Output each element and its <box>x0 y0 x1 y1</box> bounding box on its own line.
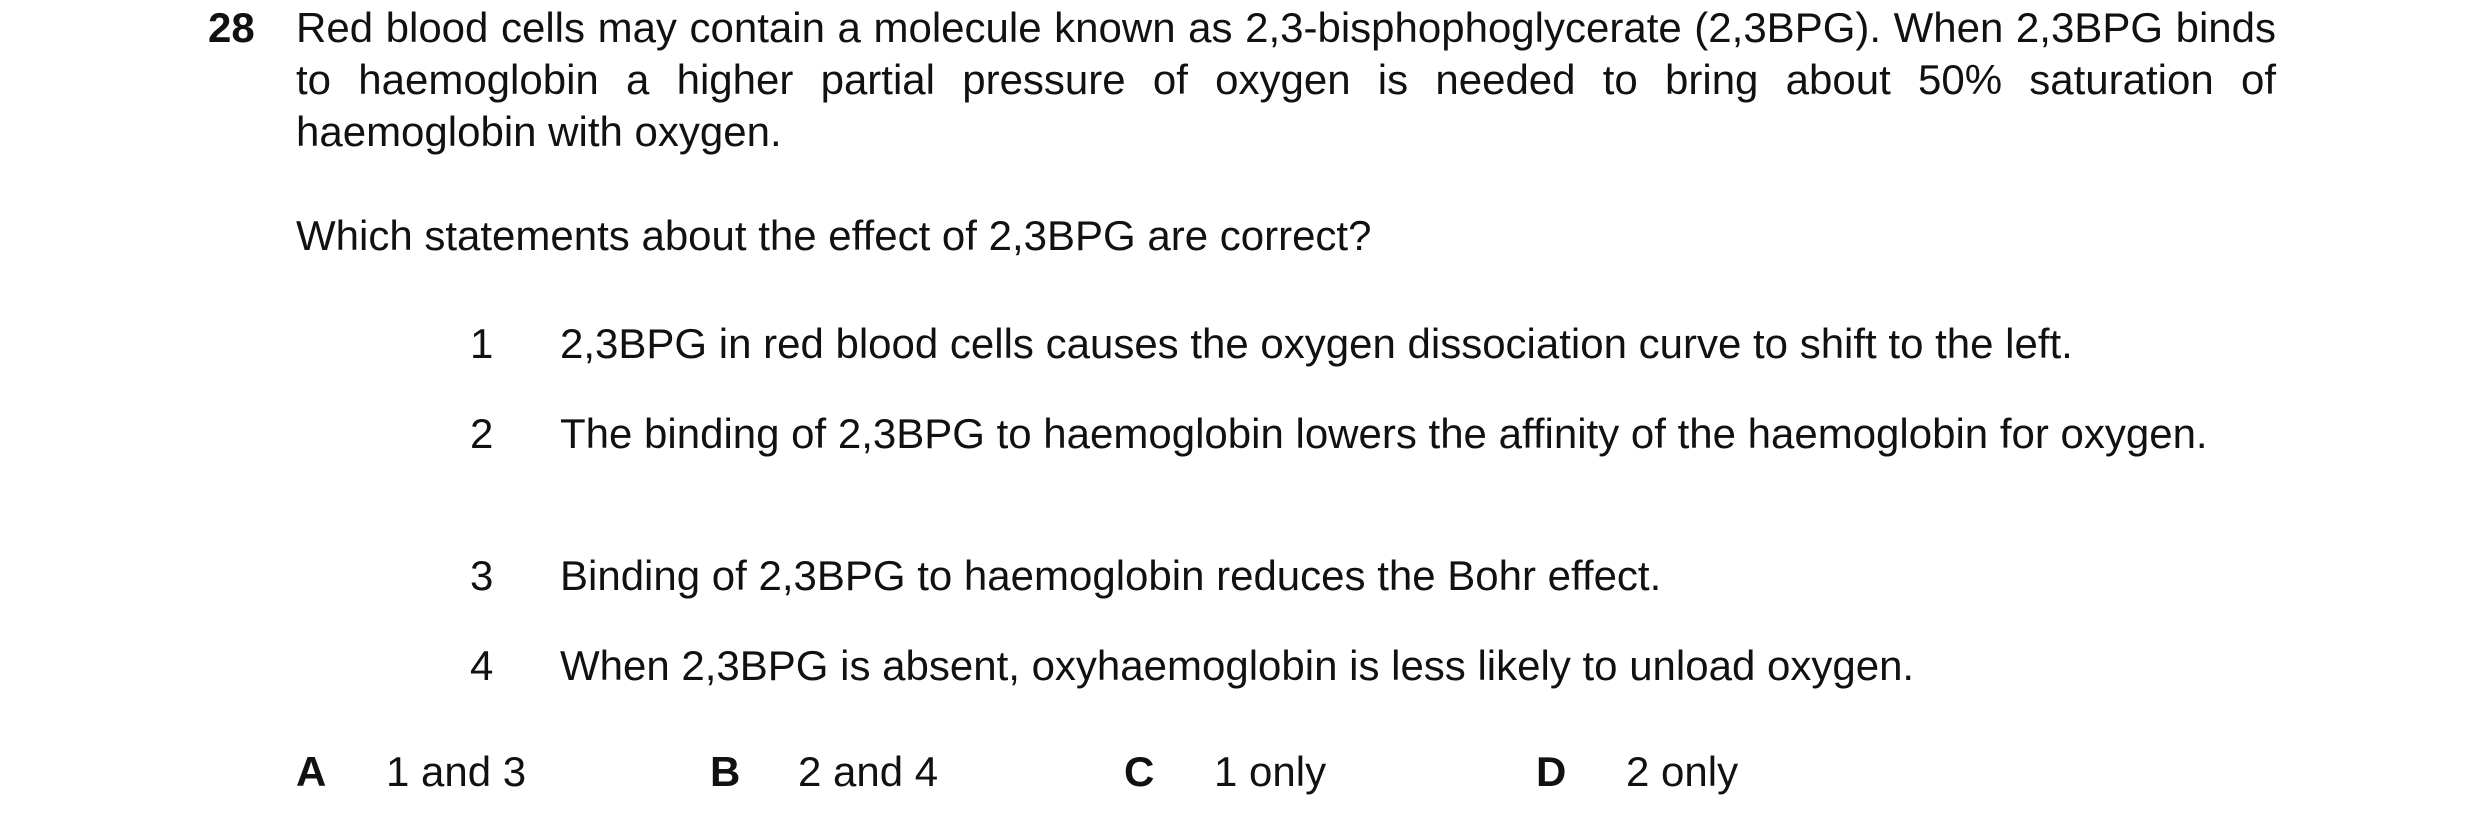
statement-text: Binding of 2,3BPG to haemoglobin reduces the Bohr effect. <box>560 552 1662 599</box>
option-text-c: 1 only <box>1214 748 1327 795</box>
statement-text: 2,3BPG in red blood cells causes the oxygen dissociation curve to shift to the left. <box>560 320 2073 367</box>
option-letter-d: D <box>1536 748 1567 795</box>
statement-number: 4 <box>470 642 494 689</box>
option-text-d: 2 only <box>1626 748 1739 795</box>
statement-number: 2 <box>470 410 494 457</box>
option-text-a: 1 and 3 <box>386 748 527 795</box>
option-letter-c: C <box>1124 748 1155 795</box>
option-letter-a: A <box>296 748 327 795</box>
option-letter-b: B <box>710 748 741 795</box>
statement-number: 1 <box>470 320 494 367</box>
statement-text: When 2,3BPG is absent, oxyhaemoglobin is less likely to unload oxygen. <box>560 642 1915 689</box>
question-number: 28 <box>208 4 255 51</box>
question-stem: Red blood cells may contain a molecule known as 2,3-bisphophoglycerate (2,3BPG). When 2,3BPG binds to haemoglobin a higher partial pressure of oxygen is needed to bring about 50% saturation of haemoglobin with oxygen. <box>296 4 2276 155</box>
statement-number: 3 <box>470 552 494 599</box>
statement-text: The binding of 2,3BPG to haemoglobin lowers the affinity of the haemoglobin for oxygen. <box>560 410 2208 457</box>
question-prompt: Which statements about the effect of 2,3BPG are correct? <box>296 212 1372 259</box>
option-text-b: 2 and 4 <box>798 748 939 795</box>
